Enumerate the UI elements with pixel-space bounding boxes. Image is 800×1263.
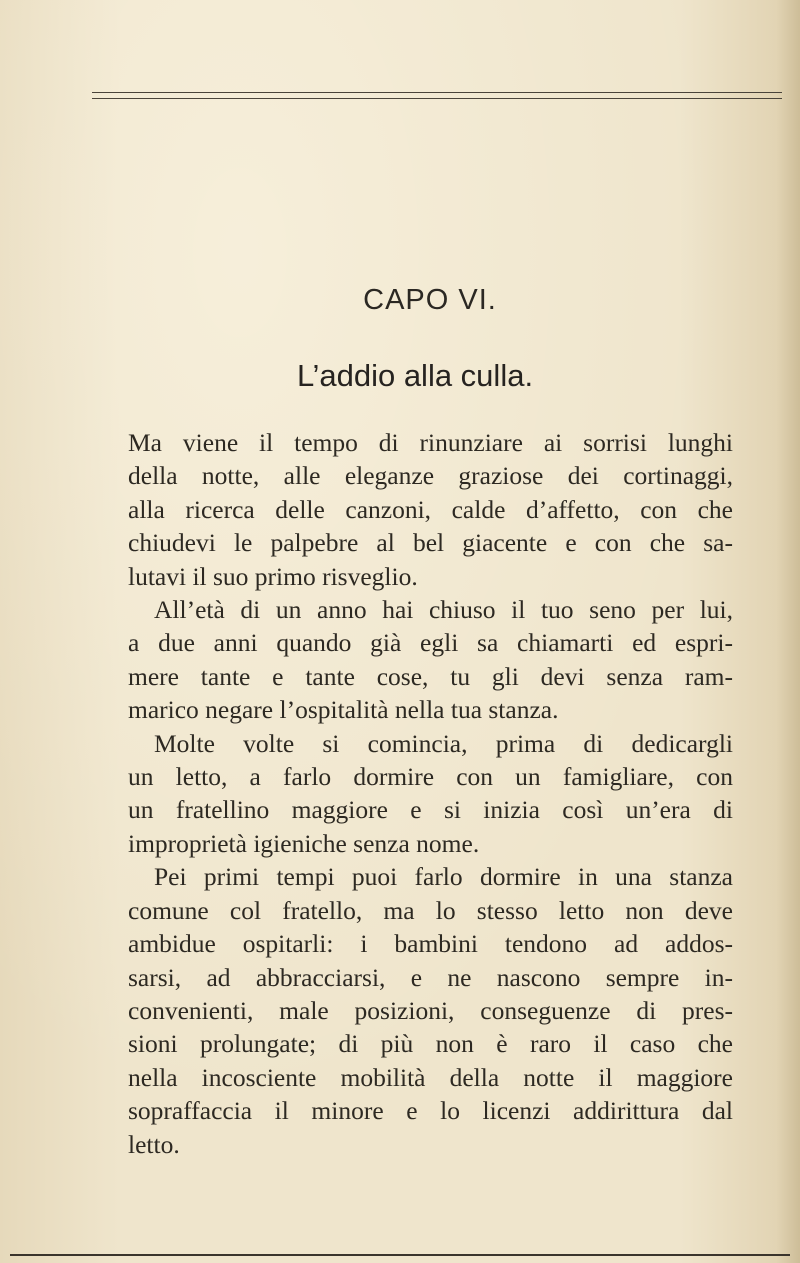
text-line: sioni prolungate; di più non è raro il caso che xyxy=(128,1029,733,1059)
text-line: mere tante e tante cose, tu gli devi senza ram- xyxy=(128,661,733,691)
text-line: chiudevi le palpebre al bel giacente e con che sa- xyxy=(128,528,733,558)
paragraph xyxy=(128,593,733,727)
text-line: marico negare l’ospitalità nella tua stanza. xyxy=(128,695,559,725)
text-line: alla ricerca delle canzoni, calde d’affetto, con che xyxy=(128,494,733,524)
header-rule-bottom xyxy=(92,98,782,99)
text-line: sopraffaccia il minore e lo licenzi addirittura dal xyxy=(128,1096,733,1126)
text-line: ambidue ospitarli: i bambini tendono ad addos- xyxy=(128,929,733,959)
text-line: letto. xyxy=(128,1129,180,1159)
body-text xyxy=(128,426,733,1161)
text-line: un letto, a farlo dormire con un famigliare, con xyxy=(128,762,733,792)
text-line: improprietà igieniche senza nome. xyxy=(128,828,480,858)
text-line: lutavi il suo primo risveglio. xyxy=(128,561,418,591)
text-line: sarsi, ad abbracciarsi, e ne nascono sempre in- xyxy=(128,962,733,992)
text-line: All’età di un anno hai chiuso il tuo seno per lui, xyxy=(154,595,733,625)
text-line: Ma viene il tempo di rinunziare ai sorrisi lunghi xyxy=(128,428,733,457)
footer-rule xyxy=(10,1254,790,1256)
text-line: Molte volte si comincia, prima di dedicargli xyxy=(154,728,733,758)
text-line: della notte, alle eleganze graziose dei cortinaggi, xyxy=(128,461,733,491)
text-line: Pei primi tempi puoi farlo dormire in una stanza xyxy=(154,862,733,892)
text-line: a due anni quando già egli sa chiamarti ed espri- xyxy=(128,628,733,658)
text-line: un fratellino maggiore e si inizia così un’era di xyxy=(128,795,733,825)
text-line: comune col fratello, ma lo stesso letto non deve xyxy=(128,895,733,925)
text-line: nella incosciente mobilità della notte il maggiore xyxy=(128,1062,733,1092)
text-line: convenienti, male posizioni, conseguenze di pres- xyxy=(128,995,733,1025)
paragraph xyxy=(128,727,733,861)
chapter-title: L’addio alla culla. xyxy=(296,358,534,393)
paragraph xyxy=(128,426,733,593)
chapter-heading: CAPO VI. xyxy=(363,284,497,316)
paragraph xyxy=(128,860,733,1161)
header-rule-top xyxy=(92,92,782,93)
